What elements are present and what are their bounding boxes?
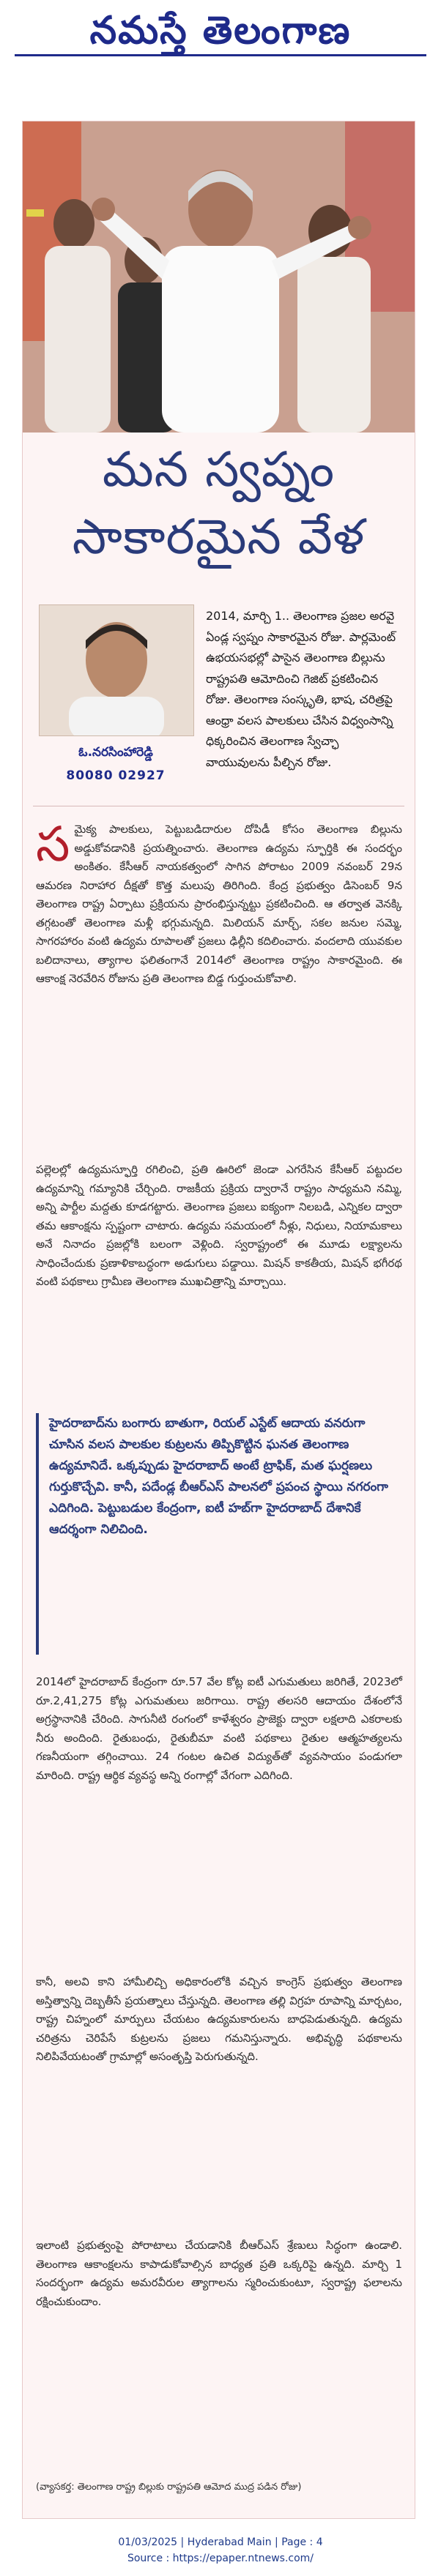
- author-footnote: (వ్యాసకర్త: తెలంగాణ రాష్ట్ర బిల్లుకు రాష్ట్రపతి ఆమోద ముద్ర పడిన రోజు): [36, 2482, 302, 2493]
- pullquote-text: హైదరాబాద్‌ను బంగారు బాతుగా, రియల్ ఎస్టేట్ ఆదాయ వనరుగా చూసిన వలస పాలకుల కుట్రలను తిప్పికొట్టిన ఘనత తెలంగాణ ఉద్యమానిదే. ఒక్కప్పుడు హైదరాబాద్ అంటే ట్రాఫిక్, మత ఘర్షణలు గుర్తుకొచ్చేవి. కానీ, పదేండ్ల బీఆర్ఎస్ పాలనలో ప్రపంచ స్థాయి నగరంగా ఎదిగింది. పెట్టుబడుల కేంద్రంగా, ఐటీ హబ్‌గా హైదరాబాద్ దేశానికే ఆదర్శంగా నిలిచింది.: [49, 1416, 388, 1537]
- article-clipping[interactable]: [22, 121, 415, 2519]
- headline-line-1: మన స్వప్నం: [102, 441, 336, 498]
- hero-photo: [23, 121, 415, 433]
- headline: [23, 436, 415, 571]
- headline-line-2: సాకారమైన వేళ: [72, 509, 366, 565]
- masthead-rule: [15, 54, 426, 56]
- paragraph-2: పల్లెలల్లో ఉద్యమస్ఫూర్తి రగిలించి, ప్రతి ఊరిలో జెండా ఎగరేసిన కేసీఆర్ పట్టుదల ఉద్యమాన్ని గమ్యానికి చేర్చింది. రాజకీయ ప్రక్రియ ద్వారానే రాష్ట్రం సాధ్యమని నమ్మి, అన్ని పార్టీల మద్దతు కూడగట్టారు. తెలంగాణ ప్రజలు ఐక్యంగా నిలబడి, ఎన్నికల ద్వారా తమ ఆకాంక్షను స్పష్టంగా చాటారు. ఉద్యమ సమయంలో నీళ్లు, నిధులు, నియామకాలు అనే నినాదం ప్రజల్లోకి బలంగా వెళ్లింది. స్వరాష్ట్రంలో ఈ మూడు లక్ష్యాలను సాధించేందుకు ప్రణాళికాబద్ధంగా అడుగులు పడ్డాయి. మిషన్ కాకతీయ, మిషన్ భగీరథ వంటి పథకాలు గ్రామీణ తెలంగాణ ముఖచిత్రాన్ని మార్చాయి.: [36, 1163, 402, 1288]
- paragraph-5: ఇలాంటి ప్రభుత్వంపై పోరాటాలు చేయడానికి బీఆర్ఎస్ శ్రేణులు సిద్ధంగా ఉండాలి. తెలంగాణ ఆకాంక్షలను కాపాడుకోవాల్సిన బాధ్యత ప్రతి ఒక్కరిపై ఉన్నది. మార్చి 1 సందర్భంగా ఉద్యమ అమరవీరుల త్యాగాలను స్మరించుకుంటూ, స్వరాష్ట్ర ఫలాలను రక్షించుకుందాం.: [36, 2239, 402, 2308]
- paragraph-1: [36, 816, 402, 989]
- paragraph-3: 2014లో హైదరాబాద్ కేంద్రంగా రూ.57 వేల కోట్ల ఐటీ ఎగుమతులు జరిగితే, 2023లో రూ.2,41,275 కోట్ల ఎగుమతులు జరిగాయి. రాష్ట్ర తలసరి ఆదాయం దేశంలోనే అగ్రస్థానానికి చేరింది. సాగునీటి రంగంలో కాళేశ్వరం ప్రాజెక్టు ద్వారా లక్షలాది ఎకరాలకు నీరు అందింది. రైతుబంధు, రైతుబీమా వంటి పథకాలు రైతుల ఆత్మహత్యలను గణనీయంగా తగ్గించాయి. 24 గంటల ఉచిత విద్యుత్‌తో వ్యవసాయం పండుగలా మారింది. రాష్ట్ర ఆర్థిక వ్యవస్థ అన్ని రంగాల్లో వేగంగా ఎదిగింది.: [36, 1675, 402, 1782]
- footer: [0, 2534, 441, 2566]
- paragraph-1-text: మైక్య పాలకులు, పెట్టుబడిదారుల దోపిడీ కోసం తెలంగాణ బిల్లును అడ్డుకోవడానికి ప్రయత్నించారు. తెలంగాణ ఉద్యమ స్ఫూర్తికి ఈ సందర్భం అంకితం. కేసీఆర్ నాయకత్వంలో సాగిన పోరాటం 2009 నవంబర్ 29న ఆమరణ నిరాహార దీక్షతో కొత్త మలుపు తిరిగింది. కేంద్ర ప్రభుత్వం డిసెంబర్ 9న తెలంగాణ రాష్ట్ర ఏర్పాటు ప్రక్రియను ప్రారంభిస్తున్నట్టు ప్రకటించింది. ఆ తర్వాత వెనక్కి తగ్గటంతో తెలంగాణ మళ్లీ భగ్గుమన్నది. మిలియన్ మార్చ్, సకల జనుల సమ్మె, సాగరహారం వంటి ఉద్యమ రూపాలతో ప్రజలు ఢిల్లీని కదిలించారు. వందలాది యువకుల బలిదానాలు, త్యాగాల ఫలితంగానే 2014లో తెలంగాణ రాష్ట్రం సాకారమైంది. ఈ ఆకాంక్ష నెరవేరిన రోజును ప్రతి తెలంగాణ బిడ్డ గుర్తుంచుకోవాలి.: [36, 823, 402, 985]
- masthead-title: నమస్తే తెలంగాణ: [89, 7, 352, 53]
- author-portrait-icon: [40, 605, 193, 735]
- masthead: [0, 0, 441, 70]
- footer-date-page: 01/03/2025 | Hyderabad Main | Page : 4: [118, 2536, 323, 2548]
- intro-text: 2014, మార్చి 1.. తెలంగాణ ప్రజల అరవై ఏండ్ల స్వప్నం సాకారమైన రోజు. పార్లమెంట్ ఉభయసభల్లో పాసైన తెలంగాణ బిల్లును రాష్ట్రపతి ఆమోదించి గెజిట్ ప్రకటించిన రోజు. తెలంగాణ సంస్కృతి, భాష, చరిత్రపై ఆంధ్రా వలస పాలకులు చేసిన విధ్వంసాన్ని ధిక్కరించిన తెలంగాణ స్వేచ్ఛా వాయువులను పీల్చిన రోజు.: [206, 609, 396, 769]
- author-photo: [39, 604, 194, 736]
- author-phone: 80080 02927: [66, 768, 166, 783]
- pullquote: [36, 1413, 402, 1655]
- author-name: ఓ.నరసింహారెడ్డి: [78, 745, 153, 760]
- footer-source-link[interactable]: Source : https://epaper.ntnews.com/: [127, 2553, 314, 2564]
- dropcap: స: [36, 816, 70, 872]
- hero-photo-illustration: [23, 121, 415, 433]
- paragraph-4: కానీ, అలవి కాని హామీలిచ్చి అధికారంలోకి వచ్చిన కాంగ్రెస్ ప్రభుత్వం తెలంగాణ అస్తిత్వాన్ని దెబ్బతీసే ప్రయత్నాలు చేస్తున్నది. తెలంగాణ తల్లి విగ్రహ రూపాన్ని మార్చటం, రాష్ట్ర చిహ్నంలో మార్పులు చేయటం ఉద్యమకారులను బాధపెడుతున్నది. ఉద్యమ చరిత్రను చెరిపేసే కుట్రలను ప్రజలు గమనిస్తున్నారు. అభివృద్ధి పథకాలను నిలిపివేయటంతో గ్రామాల్లో అసంతృప్తి పెరుగుతున్నది.: [36, 1975, 402, 2063]
